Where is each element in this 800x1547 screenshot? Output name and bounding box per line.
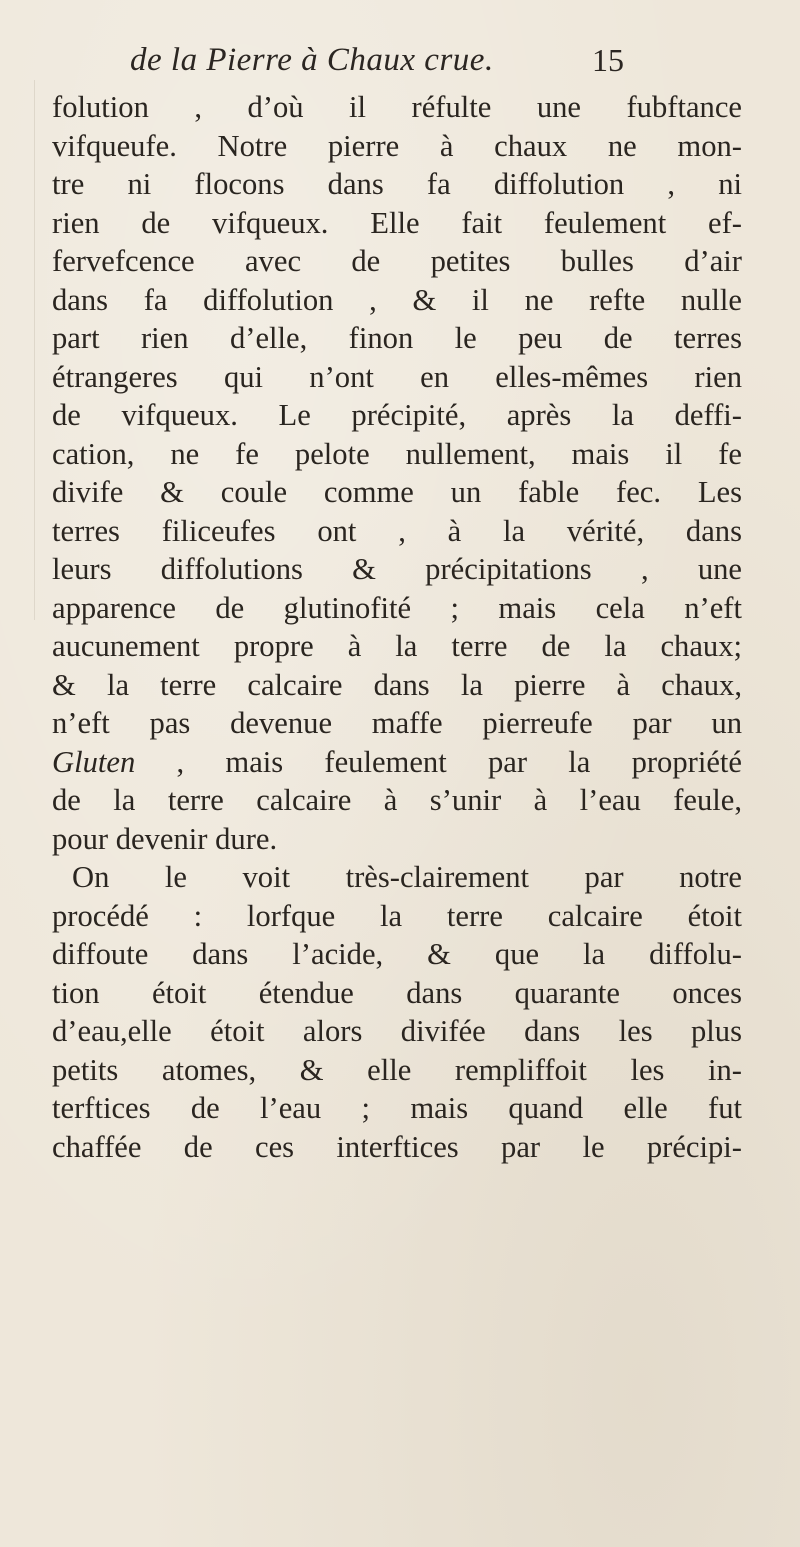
text-line-paragraph-start: On le voit très-clairement par notre <box>72 860 742 894</box>
text-line: & la terre calcaire dans la pierre à chaux, <box>52 667 742 702</box>
text-line: petits atomes, & elle rempliffoit les in- <box>52 1052 742 1087</box>
text-line: d’eau,elle étoit alors divifée dans les plus <box>52 1014 742 1048</box>
text-line: chaffée de ces interftices par le précipi- <box>52 1129 742 1164</box>
text-line: leurs diffolutions & précipitations , une <box>52 552 742 586</box>
text-line: terres filiceufes ont , à la vérité, dans <box>52 513 742 548</box>
text-line: dans fa diffolution , & il ne refte nulle <box>52 282 742 317</box>
text-line: part rien d’elle, finon le peu de terres <box>52 321 742 355</box>
text-line: folution , d’où il réfulte une fubftance <box>52 90 742 124</box>
text-line-paragraph-end: pour devenir dure. <box>52 821 278 856</box>
text-line: diffoute dans l’acide, & que la diffolu- <box>52 937 742 971</box>
text-line: apparence de glutinofité ; mais cela n’eft <box>52 590 742 625</box>
page-edge-shadow <box>34 80 35 620</box>
text-line: n’eft pas devenue maffe pierreufe par un <box>52 706 742 740</box>
text-line: tion étoit étendue dans quarante onces <box>52 975 742 1010</box>
text-line: de vifqueux. Le précipité, après la deffi- <box>52 398 742 432</box>
text-line: cation, ne fe pelote nullement, mais il fe <box>52 436 742 471</box>
text-line: tre ni flocons dans fa diffolution , ni <box>52 167 742 201</box>
text-line: terftices de l’eau ; mais quand elle fut <box>52 1091 742 1125</box>
running-head: de la Pierre à Chaux crue. <box>130 42 494 78</box>
text-line: aucunement propre à la terre de la chaux; <box>52 629 742 663</box>
text-line: rien de vifqueux. Elle fait feulement ef- <box>52 205 742 240</box>
text-line: procédé : lorfque la terre calcaire étoit <box>52 898 742 933</box>
body-text <box>52 88 742 1166</box>
page-number: 15 <box>592 42 624 78</box>
text-line: Gluten , mais feulement par la propriété <box>52 744 742 779</box>
text-line: divife & coule comme un fable fec. Les <box>52 475 742 509</box>
text-line: de la terre calcaire à s’unir à l’eau feule, <box>52 783 742 817</box>
text-line: fervefcence avec de petites bulles d’air <box>52 244 742 278</box>
text-line: étrangeres qui n’ont en elles-mêmes rien <box>52 359 742 394</box>
text-line: vifqueufe. Notre pierre à chaux ne mon- <box>52 128 742 163</box>
